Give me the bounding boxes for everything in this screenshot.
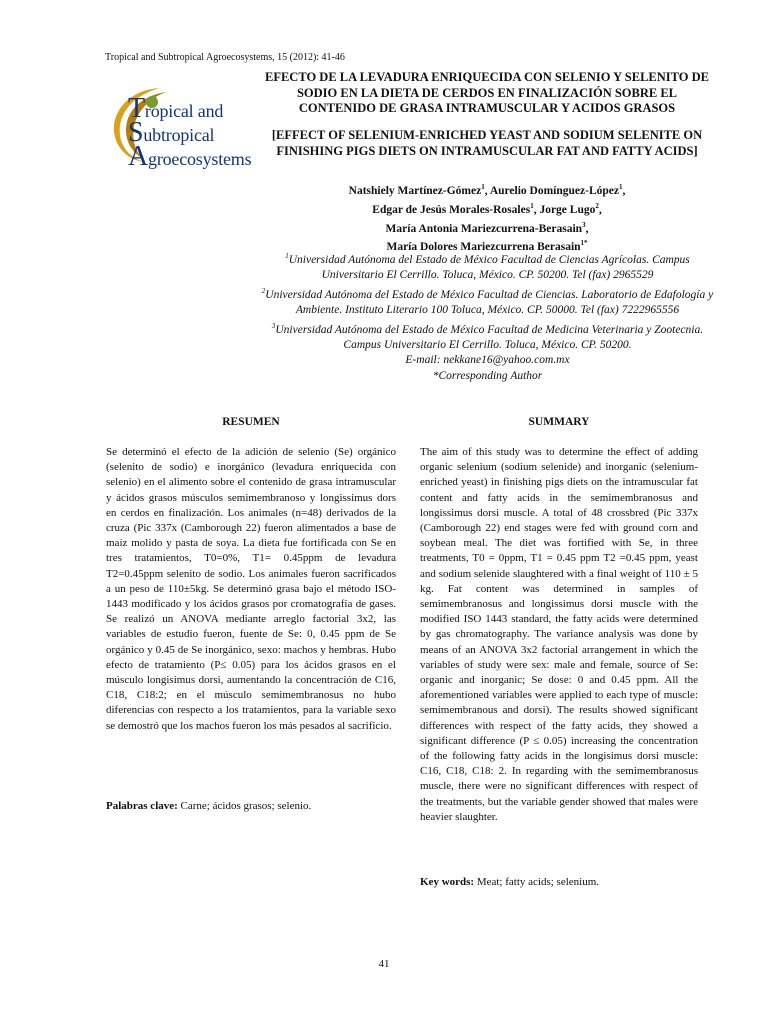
logo-rest-2: ubtropical — [143, 125, 215, 145]
author-name: María Antonia Mariezcurrena-Berasain — [385, 222, 583, 235]
affiliation-text: Universidad Autónoma del Estado de México Facultad de Medicina Veterinaria y Zootecnia. Campus Universitario El Cerrillo. Toluca, México. CP. 50200. — [275, 323, 704, 351]
affiliation-3 — [255, 319, 720, 354]
keywords-text: Carne; ácidos grasos; selenio. — [180, 800, 312, 812]
author-line-2: Edgar de Jesús Morales-Rosales$^1$, Jorge Lugo$^2$, — [372, 201, 602, 216]
affiliation-mark: 3 — [271, 321, 276, 330]
author-affil-mark: 1 — [530, 201, 534, 210]
author-list — [262, 180, 712, 255]
author-affil-mark: 3 — [582, 220, 586, 229]
author-affil-mark: 1* — [580, 239, 588, 248]
author-name: Edgar de Jesús Morales-Rosales — [372, 203, 531, 216]
resumen-heading: RESUMEN — [222, 416, 280, 428]
title-spanish: EFECTO DE LA LEVADURA ENRIQUECIDA CON SELENIO Y SELENITO DE SODIO EN LA DIETA DE CERDOS EN FINALIZACIÓN SOBRE EL CONTENIDO DE GRASA INTRAMUSCULAR Y ACIDOS GRASOS — [265, 70, 709, 115]
resumen-body: Se determinó el efecto de la adición de selenio (Se) orgánico (selenito de sodio) e inorgánico (levadura enriquecida con selenio) en el alimento sobre el contenido de grasa intramuscular y ácidos grasos músculos semimembranoso y longissimus dors en cerdos en finalización. Los animales (n=48) derivados de la cruza (Pic 337x (Camborough 22) fueron alimentados a base de maíz molido y pasta de soya. La dieta fue fortificada con Se en tres tratamientos, T0=0%, T1= 0.45ppm de levadura T2=0.45ppm selenito de sodio. Los animales fueron sacrificados a un peso de 110±5kg. Se determinó grasa bajo el método ISO-1443 modificado y los ácidos grasos por cromatografía de gases. Se realizó un ANOVA mediante arreglo factorial 3x2, las variables de estudio fueron, fuente de Se: 0, 0.45 ppm de Se orgánico y 0.45 de Se inorgánico, sexo: machos y hembras. Hubo efecto de tratamiento (P≤ 0.05) para los ácidos grasos en el músculo longisimus dorsi, aumentando la concentración de C16, C18, C18:2; en el músculo semimembranosus no hubo diferencias con respecto a los tratamientos, para la variable sexo se demostró que los machos fueron los más pesados al sacrificio. — [106, 446, 396, 732]
affiliation-mark: 1 — [285, 252, 289, 260]
keywords-label: Key words: — [420, 876, 475, 888]
contact-email[interactable]: E-mail: nekkane16@yahoo.com.mx — [405, 354, 570, 367]
logo-cap-1: T — [128, 93, 145, 124]
keywords-english — [420, 876, 698, 888]
author-name: Natshiely Martínez-Gómez — [348, 184, 482, 197]
keywords-label: Palabras clave: — [106, 800, 178, 812]
title-english: [EFFECT OF SELENIUM-ENRICHED YEAST AND SODIUM SELENITE ON FINISHING PIGS DIETS ON INTRAMUSCULAR FAT AND FATTY ACIDS] — [271, 128, 703, 158]
logo-cap-3: A — [128, 141, 149, 172]
keywords-text: Meat; fatty acids; selenium. — [476, 876, 600, 888]
logo-line-3 — [128, 141, 252, 172]
author-line-3: María Antonia Mariezcurrena-Berasain$^3$, — [385, 220, 589, 235]
summary-heading: SUMMARY — [528, 416, 590, 428]
logo-cap-2: S — [128, 117, 144, 148]
logo-rest-1: ropical and — [144, 101, 224, 121]
page-number: 41 — [378, 958, 390, 970]
summary-body: The aim of this study was to determine the effect of adding organic selenium (sodium selenide) and inorganic (selenium-enriched yeast) in finishing pigs diets on the intramuscular fat content and fatty acids in the semimembranosus and longissimus dorsi muscle. A total of 48 crossbred (Pic 337x (Camborough 22) end stages were fed with ground corn and soybean meal. The diet was fortified with Se, in three treatments, T0 = 0ppm, T1 = 0.45 ppm T2 =0.45 ppm, yeast and sodium selenide slaughtered with a final weight of 110 ± 5 kg. Fat content was determined in samples of semimembranosus and longissimus dorsi muscle with the modified ISO 1443 standard, the fatty acids were determined by gas chromatography. The variance analysis was done by means of an ANOVA 3x2 factorial arrangement in which the variables of study were sex: male and female, source of Se: organic and inorganic; Se dose: 0 and 0.45 ppm. All the aforementioned variables were applied to each type of muscle: semimembranous and dorsi). The results showed significant differences with respect of the fatty acids, they showed a significant difference (P ≤ 0.05) increasing the concentration of the following fatty acids in the longisimus dorsi muscle: C16, C18, C18: 2. In regarding with the semimembranosus muscle, there were no significant differences with respect of the treatments, but the variable gender showed that males were heavier slaughter. — [420, 446, 698, 823]
logo-rest-3: groecosystems — [148, 149, 252, 169]
journal-reference: Tropical and Subtropical Agroecosystems, 15 (2012): 41-46 — [105, 52, 345, 63]
author-name: Aurelio Domínguez-López — [489, 184, 619, 197]
affiliation-1 — [255, 249, 720, 284]
author-affil-mark: 1 — [618, 183, 623, 191]
affiliation-2 — [255, 284, 720, 319]
journal-logo — [108, 80, 258, 176]
corresponding-author-note: *Corresponding Author — [432, 369, 543, 382]
keywords-spanish — [106, 800, 396, 812]
affiliation-text: Universidad Autónoma del Estado de México Facultad de Ciencias. Laboratorio de Edafología y Ambiente. Instituto Literario 100 Toluca, México. CP. 50000. Tel (fax) 7222965556 — [265, 288, 714, 317]
affiliation-mark: 2 — [261, 286, 266, 295]
author-affil-mark: 1 — [481, 183, 485, 191]
affiliations — [255, 249, 720, 384]
author-name: Jorge Lugo — [539, 203, 596, 216]
author-line-1: Natshiely Martínez-Gómez$^1$, Aurelio Domínguez-López$^1$, — [348, 183, 626, 197]
author-affil-mark: 2 — [595, 201, 599, 210]
affiliation-text: Universidad Autónoma del Estado de México Facultad de Ciencias Agrícolas. Campus Universitario El Cerrillo. Toluca, México. CP. 50200. Tel (fax) 2965529 — [288, 253, 690, 282]
author-name: María Dolores Mariezcurrena Berasain — [386, 241, 581, 254]
